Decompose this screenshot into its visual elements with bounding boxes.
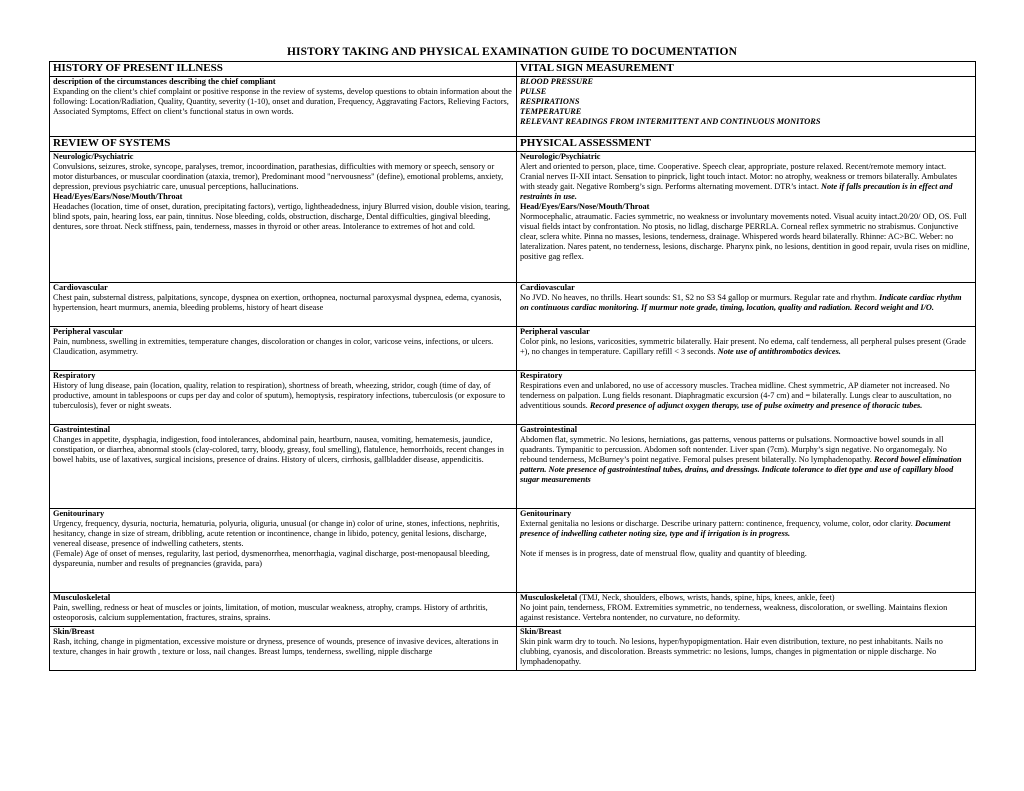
row-resp (50, 371, 976, 425)
ros-gu-text2: (Female) Age of onset of menses, regularity, last period, dysmenorrhea, menorrhagia, vaginal discharge, post-menopausal bleeding, dyspareunia, number and results of pregnancies (gravida, para) (53, 549, 490, 569)
header-row-hpi (50, 62, 976, 77)
ros-cardio-title: Cardiovascular (53, 283, 108, 292)
vitals-cell (517, 77, 976, 137)
pa-skin-text: Skin pink warm dry to touch. No lesions, hyper/hypopigmentation. Hair even distribution, texture, no pest inhabitants. Nails no clubbing, cyanosis, and discoloration. Breasts symmetric: no lesions, lumps, changes in pigmentation or nipple discharge. No lymphadenopathy. (520, 637, 943, 667)
pa-msk-title-suffix: (TMJ, Neck, shoulders, elbows, wrists, hands, spine, hips, knees, ankle, feet) (577, 593, 835, 602)
pa-msk-heading (520, 593, 972, 603)
ros-neuro-title: Neurologic/Psychiatric (53, 152, 134, 161)
ros-gu-text: Urgency, frequency, dysuria, nocturia, hematuria, polyuria, oliguria, unusual (or change in) color of urine, stones, infections, nephritis, hesitancy, change in size of stream, dribbling, acute retention or incontinence, change in libido, potency, genital lesions, discharge, venereal disease, presence of indwelling catheters, stents. (53, 519, 500, 549)
pa-cardio-cell (517, 283, 976, 327)
header-row-ros (50, 137, 976, 152)
pa-resp-title: Respiratory (520, 371, 563, 380)
vital-temperature: TEMPERATURE (520, 107, 582, 117)
hpi-header: HISTORY OF PRESENT ILLNESS (50, 62, 517, 77)
row-skin (50, 627, 976, 671)
pa-heent-title: Head/Eyes/Ears/Nose/Mouth/Throat (520, 202, 650, 212)
pa-skin-title: Skin/Breast (520, 627, 562, 636)
vital-pulse: PULSE (520, 87, 547, 97)
pa-pv-text: Color pink, no lesions, varicosities, symmetric bilaterally. Hair present. No edema, calf tenderness, all perpheral pulses present (Grade +), no changes in temperature. Capillary refill < 3 seconds. (520, 337, 966, 357)
pa-msk-title: Musculoskeletal (520, 593, 578, 602)
pa-neuro-title: Neurologic/Psychiatric (520, 152, 601, 161)
ros-heent-text: Headaches (location, time of onset, duration, precipitating factors), vertigo, lightheadedness, injury Blurred vision, double vision, tearing, blind spots, pain, hearing loss, ear pain, tinnitus. Nose bleeding, colds, obstruction, discharge, Dental difficulties, gingival bleeding, dentures, sore throat. Neck stiffness, pain, tenderness, masses in thyroid or other areas. Intolerance to extremes of hot and cold. (53, 202, 511, 232)
pa-resp-para (520, 381, 972, 411)
pa-gi-cell (517, 425, 976, 509)
ros-resp-text: History of lung disease, pain (location, quality, relation to respiration), shortness of breath, wheezing, stridor, cough (time of day, of productive, amount in tablespoons or cups per day and color of sputum), hemoptysis, respiratory infections, tuberculosis (or exposure to tuberculosis), fever or night sweats. (53, 381, 506, 411)
ros-skin-cell (50, 627, 517, 671)
ros-msk-cell (50, 593, 517, 627)
ros-heent-title: Head/Eyes/Ears/Nose/Mouth/Throat (53, 192, 183, 202)
pa-neuro-para (520, 162, 972, 202)
pa-resp-text: Respirations even and unlabored, no use of accessory muscles. Trachea midline. Chest symmetric, AP diameter not increased. No tenderness on palpation. Lung fields resonant. Diaphragmatic excursion (4-7 cm) and = bilaterally. Lungs clear to auscultation, no adventitious sounds. (520, 381, 952, 411)
ros-msk-title: Musculoskeletal (53, 593, 111, 602)
pa-gu-para (520, 519, 972, 539)
vital-respirations: RESPIRATIONS (520, 97, 580, 107)
document-title: HISTORY TAKING AND PHYSICAL EXAMINATION GUIDE TO DOCUMENTATION (287, 46, 737, 58)
pa-header: PHYSICAL ASSESSMENT (517, 137, 976, 152)
row-gu (50, 509, 976, 593)
pa-cardio-title: Cardiovascular (520, 283, 575, 292)
row-pv (50, 327, 976, 371)
ros-skin-title: Skin/Breast (53, 627, 95, 636)
pa-neuro-note: Note if falls precaution is in effect and restraints in use. (520, 182, 953, 202)
pa-cardio-para (520, 293, 972, 313)
row-neuro-heent (50, 152, 976, 283)
ros-gu-title: Genitourinary (53, 509, 105, 518)
ros-resp-cell (50, 371, 517, 425)
pa-gu-note: Document presence of indwelling catheter noting size, type and if irrigation is in progress. (520, 519, 951, 539)
ros-gi-title: Gastrointestinal (53, 425, 111, 434)
pa-gu-cell (517, 509, 976, 593)
row-gi (50, 425, 976, 509)
pa-neuro-text: Alert and oriented to person, place, time. Cooperative. Speech clear, appropriate, posture relaxed. Recent/remote memory intact. Cranial nerves II-XII intact. Sensation to pinprick, light touch intact. Motor: no atrophy, weakness or tremors bilaterally. Ambulates with steady gait. Negative Romberg’s sign. Performs alternating movement. DTR’s intact. (520, 162, 958, 192)
pa-msk-cell (517, 593, 976, 627)
hpi-cell (50, 77, 517, 137)
row-msk (50, 593, 976, 627)
pa-gi-text: Abdomen flat, symmetric. No lesions, herniations, gas patterns, venous patterns or pulsations. Normoactive bowel sounds in all quadrants. Tympanitic to percussion. Abdomen soft nontender. Liver span (7cm). Murphy’s sign negative. No organomegaly. No rebound tenderness, McBurney’s point negative. Femoral pulses present bilaterally. No lymphadenopathy. (520, 435, 947, 465)
ros-neuro-heent-cell (50, 152, 517, 283)
ros-pv-cell (50, 327, 517, 371)
ros-skin-text: Rash, itching, change in pigmentation, excessive moisture or dryness, presence of wounds, presence of invasive devices, alterations in texture, changes in hair growth , texture or loss, nail changes. Breast lumps, tenderness, swelling, nipple discharge (53, 637, 499, 657)
pa-cardio-note: Indicate cardiac rhythm on continuous cardiac monitoring. If murmur note grade, timing, location, quality and radiation. Record weight and I/O. (520, 293, 962, 313)
pa-gu-spacer (520, 539, 972, 549)
documentation-table (49, 61, 976, 671)
hpi-text: Expanding on the client’s chief complaint or positive response in the review of systems, develop questions to obtain information about the following: Location/Radiation, Quality, Quantity, severity (1-10), onset and duration, Frequency, Aggravating Factors, Relieving Factors, Associated Symptoms, Effect on client’s functional status in own words. (53, 87, 512, 117)
pa-heent-text: Normocephalic, atraumatic. Facies symmetric, no weakness or involuntary movements noted. Visual acuity intact.20/20/ OD, OS. Full visual fields intact by confrontation. No ptosis, no lidlag, discharge PERRLA. Corneal reflex symmetric no strabismus. Conjunctive clear, sclera white. Pinna no masses, lesions, tenderness, drainage. Whispered words heard bilaterally. Rhinne: AC>BC. Weber: no lateralization. Nares patent, no tenderness, lesions, discharge. Pharynx pink, no lesions, dentition in good repair, uvula rises on midline, positive gag reflex. (520, 212, 970, 262)
ros-resp-title: Respiratory (53, 371, 96, 380)
pa-skin-cell (517, 627, 976, 671)
vitals-header: VITAL SIGN MEASUREMENT (517, 62, 976, 77)
vital-blood-pressure: BLOOD PRESSURE (520, 77, 594, 86)
pa-resp-note: Record presence of adjunct oxygen therapy, use of pulse oximetry and presence of thoracic tubes. (589, 401, 923, 411)
vital-monitors: RELEVANT READINGS FROM INTERMITTENT AND CONTINUOUS MONITORS (520, 117, 821, 127)
ros-pv-title: Peripheral vascular (53, 327, 123, 336)
pa-pv-cell (517, 327, 976, 371)
row-cardio (50, 283, 976, 327)
pa-pv-title: Peripheral vascular (520, 327, 590, 336)
ros-header: REVIEW OF SYSTEMS (50, 137, 517, 152)
ros-gi-text: Changes in appetite, dysphagia, indigestion, food intolerances, abdominal pain, heartburn, nausea, vomiting, hematemesis, jaundice, constipation, or diarrhea, abnormal stools (clay-colored, tarry, bloody, greasy, foul smelling), flatulence, hemorrhoids, recent changes in bowel habits, use of laxatives, surgical incisions, presence of drains. History of ulcers, cirrhosis, gallbladder disease, appendicitis. (53, 435, 504, 465)
pa-resp-cell (517, 371, 976, 425)
ros-cardio-text: Chest pain, substernal distress, palpitations, syncope, dyspnea on exertion, orthopnea, nocturnal paroxysmal dyspnea, edema, cyanosis, hypertension, heart murmurs, anemia, bleeding problems, history of heart disease (53, 293, 502, 313)
pa-gi-para (520, 435, 972, 485)
pa-gu-title: Genitourinary (520, 509, 572, 518)
ros-cardio-cell (50, 283, 517, 327)
pa-neuro-heent-cell (517, 152, 976, 283)
ros-gi-cell (50, 425, 517, 509)
pa-gi-note: Record bowel elimination pattern. Note presence of gastrointestinal tubes, drains, and dressings. Indicate tolerance to diet type and use of capillary blood sugar measurements (520, 455, 962, 485)
ros-gu-cell (50, 509, 517, 593)
hpi-subheading: description of the circumstances describing the chief compliant (53, 77, 276, 86)
pa-gi-title: Gastrointestinal (520, 425, 578, 434)
pa-gu-text: External genitalia no lesions or discharge. Describe urinary pattern: continence, frequency, volume, color, odor clarity. (520, 519, 913, 529)
pa-cardio-text: No JVD. No heaves, no thrills. Heart sounds: S1, S2 no S3 S4 gallop or murmurs. Regular rate and rhythm. (520, 293, 877, 303)
pa-msk-text: No joint pain, tenderness, FROM. Extremities symmetric, no tenderness, weakness, discoloration, or swelling. Maintains flexion against resistance. Vertebra nontender, no curvature, no deformity. (520, 603, 948, 623)
pa-pv-para (520, 337, 972, 357)
pa-pv-note: Note use of antithrombotics devices. (717, 347, 841, 357)
ros-pv-text: Pain, numbness, swelling in extremities, temperature changes, discoloration or changes in color, varicose veins, infections, or ulcers. Claudication, asymmetry. (53, 337, 494, 357)
ros-msk-text: Pain, swelling, redness or heat of muscles or joints, limitation, of motion, muscular weakness, atrophy, cramps. History of arthritis, osteoporosis, calcium supplementation, fractures, strains, sprains. (53, 603, 488, 623)
ros-neuro-text: Convulsions, seizures, stroke, syncope, paralyses, tremor, incoordination, parathesias, difficulties with memory or speech, sensory or motor disturbances, or muscular coordination (ataxia, tremor), Predominant mood "nervousness" (define), emotional problems, anxiety, depression, previous psychiatric care, unusual perceptions, hallucinations. (53, 162, 504, 192)
hpi-row (50, 77, 976, 137)
pa-gu-text2: Note if menses is in progress, date of menstrual flow, quality and quantity of bleeding. (520, 549, 807, 559)
